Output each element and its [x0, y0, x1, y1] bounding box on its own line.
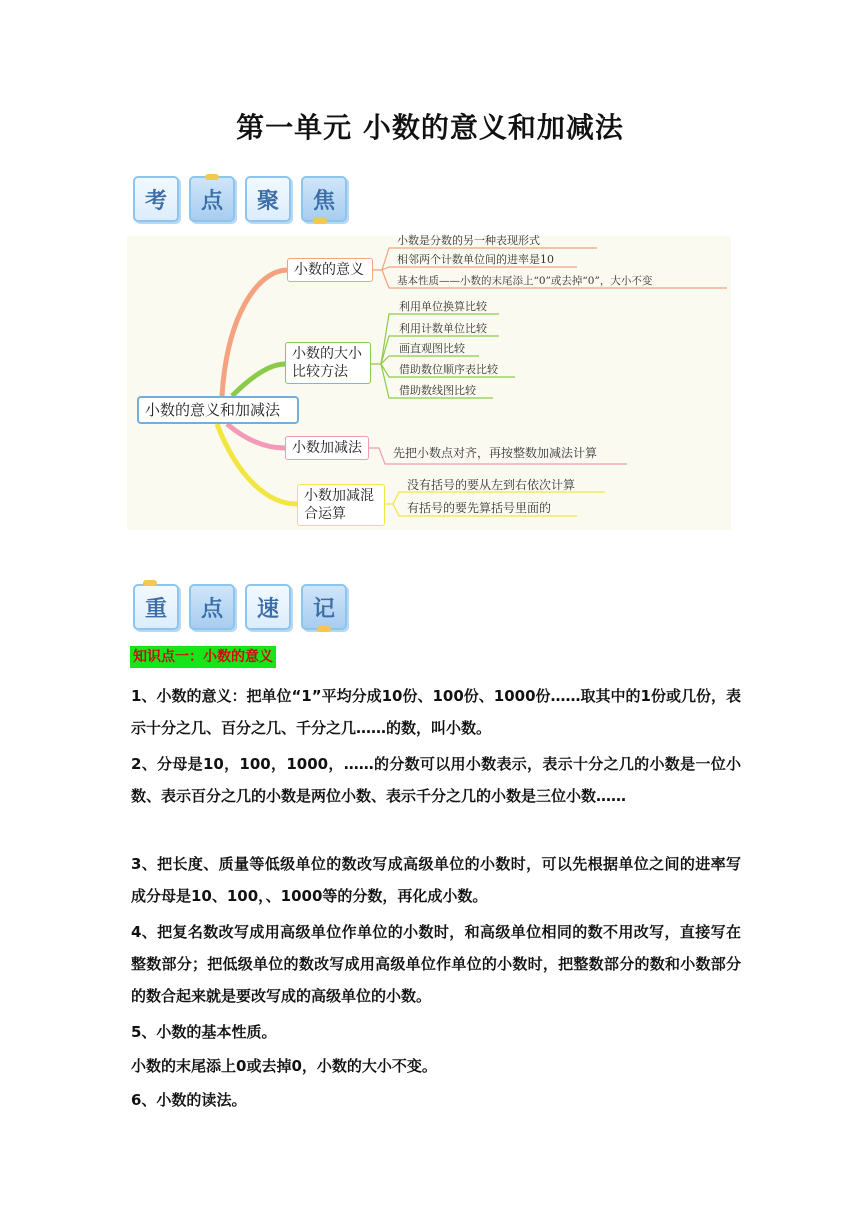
mind-map-node-mixed: 小数加减混 合运算 — [297, 484, 385, 526]
decor-dots — [313, 218, 327, 224]
mind-map-node-meaning: 小数的意义 — [287, 258, 373, 282]
banner-zhongdian-suji — [133, 584, 347, 630]
mind-map-leaf: 没有括号的要从左到右依次计算 — [407, 478, 576, 492]
mind-map-leaf: 有括号的要先算括号里面的 — [407, 501, 552, 515]
mind-map-leaf: 相邻两个计数单位间的进率是10 — [397, 253, 554, 266]
banner-tile: 考 — [133, 176, 179, 222]
paragraph: 小数的末尾添上0或去掉0，小数的大小不变。 — [131, 1057, 437, 1075]
banner-tile: 记 — [301, 584, 347, 630]
paragraph: 4、把复名数改写成用高级单位作单位的小数时，和高级单位相同的数不用改写，直接写在整数部分；把低级单位的数改写成用高级单位作单位的小数时，把整数部分的数和小数部分的数合起来就是要改写成的高级单位的小数。 — [131, 923, 741, 1005]
mind-map-root: 小数的意义和加减法 — [137, 396, 299, 424]
mind-map-leaf: 利用单位换算比较 — [399, 300, 487, 313]
banner-tile: 速 — [245, 584, 291, 630]
paragraph: 1、小数的意义：把单位“1”平均分成10份、100份、1000份……取其中的1份或几份，表示十分之几、百分之几、千分之几……的数，叫小数。 — [131, 687, 741, 737]
paragraph: 2、分母是10，100，1000，……的分数可以用小数表示，表示十分之几的小数是一位小数、表示百分之几的小数是两位小数、表示千分之几的小数是三位小数…… — [131, 755, 741, 805]
banner-tile: 焦 — [301, 176, 347, 222]
mind-map-leaf: 小数是分数的另一种表现形式 — [397, 234, 540, 247]
mind-map-leaf: 画直观图比较 — [399, 342, 465, 355]
banner-tile: 聚 — [245, 176, 291, 222]
decor-dots — [205, 174, 219, 180]
branch-line — [227, 424, 285, 448]
banner-tile: 点 — [189, 584, 235, 630]
mind-map-node-add-sub: 小数加减法 — [285, 436, 369, 460]
page-title: 第一单元 小数的意义和加减法 — [236, 111, 624, 144]
mind-map-leaf: 利用计数单位比较 — [399, 322, 487, 335]
paragraph: 3、把长度、质量等低级单位的数改写成高级单位的小数时，可以先根据单位之间的进率写成分母是10、100，、1000等的分数，再化成小数。 — [131, 855, 741, 905]
banner-tile: 重 — [133, 584, 179, 630]
branch-line — [232, 364, 285, 396]
decor-dots — [143, 580, 157, 586]
paragraph: 5、小数的基本性质。 — [131, 1023, 277, 1041]
paragraph: 6、小数的读法。 — [131, 1091, 247, 1109]
section-heading: 知识点一：小数的意义 — [130, 646, 276, 668]
banner-kaodian-jujiao — [133, 176, 347, 222]
banner-tile: 点 — [189, 176, 235, 222]
mind-map-leaf: 先把小数点对齐，再按整数加减法计算 — [393, 446, 598, 460]
mind-map-leaf: 基本性质——小数的末尾添上“0”或去掉“0”，大小不变 — [397, 275, 653, 287]
mind-map — [127, 236, 731, 530]
mind-map-leaf: 借助数线图比较 — [399, 384, 476, 397]
decor-dots — [317, 626, 331, 632]
mind-map-node-compare: 小数的大小 比较方法 — [285, 342, 371, 384]
mind-map-leaf: 借助数位顺序表比较 — [399, 363, 498, 376]
